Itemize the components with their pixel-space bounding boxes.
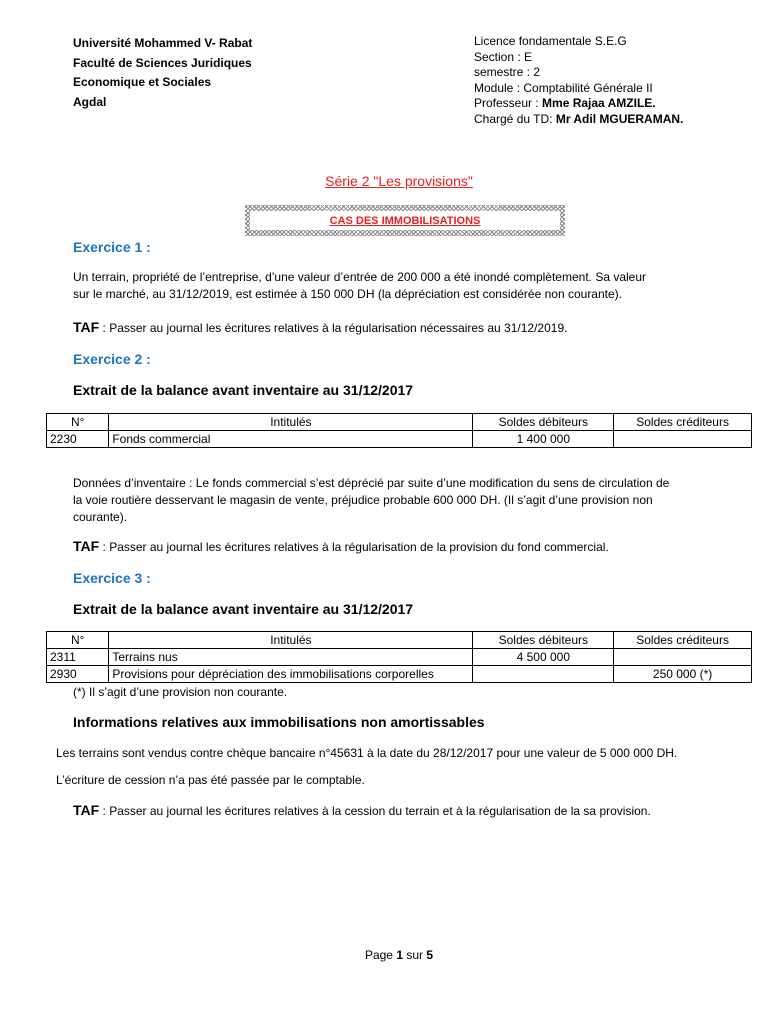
- campus-name: Agdal: [73, 94, 107, 109]
- exercise-1-line: Un terrain, propriété de l’entreprise, d’une valeur d’entrée de 200 000 a été inondé complètement. Sa valeur: [73, 270, 647, 284]
- td-instructor: [474, 112, 683, 128]
- info-line: Les terrains sont vendus contre chèque bancaire n°45631 à la date du 28/12/2017 pour une valeur de 5 000 000 DH.: [56, 746, 678, 760]
- td-label: Chargé du TD:: [474, 111, 556, 126]
- col-header: Soldes créditeurs: [614, 632, 752, 649]
- course-info-block: [474, 34, 683, 127]
- exercise-1-text: [73, 269, 646, 303]
- exercise-3-heading: Exercice 3 :: [73, 570, 151, 586]
- sur-word: sur: [403, 948, 427, 962]
- table-header-row: [47, 632, 752, 649]
- exercise-2-taf: [73, 538, 609, 554]
- taf-text: : Passer au journal les écritures relatives à la régularisation nécessaires au 31/12/2019.: [99, 321, 568, 335]
- module: Module : Comptabilité Générale II: [474, 80, 653, 95]
- debit-balance: 1 400 000: [473, 431, 614, 448]
- program: Licence fondamentale S.E.G: [474, 34, 627, 48]
- exercise-1-taf: [73, 319, 567, 335]
- total-pages: 5: [426, 948, 434, 962]
- info-heading: Informations relatives aux immobilisations non amortissables: [73, 714, 485, 730]
- faculty-name: Faculté de Sciences Juridiques: [73, 55, 252, 70]
- col-header: N°: [47, 414, 109, 431]
- col-header: Intitulés: [109, 414, 473, 431]
- exercise-2-heading: Exercice 2 :: [73, 351, 151, 367]
- account-label: Provisions pour dépréciation des immobilisations corporelles: [109, 666, 473, 683]
- institution-block: [73, 34, 252, 112]
- exercise-2-subheading: Extrait de la balance avant inventaire au 31/12/2017: [73, 382, 414, 398]
- table-row: [47, 666, 752, 683]
- exercise-2-line: Données d’inventaire : Le fonds commercial s’est déprécié par suite d’une modification du sens de circulation de: [73, 476, 670, 490]
- university-name: Université Mohammed V- Rabat: [73, 36, 253, 50]
- semester: semestre : 2: [474, 65, 541, 79]
- faculty-name-cont: Economique et Sociales: [73, 75, 212, 89]
- page-number: [0, 948, 768, 962]
- exercise-2-line: courante).: [73, 510, 128, 524]
- footnote: (*) Il s’agit d’une provision non courante.: [73, 685, 288, 699]
- account-number: 2930: [47, 666, 109, 683]
- debit-balance: 4 500 000: [473, 649, 614, 666]
- balance-table-2: [46, 413, 752, 448]
- professor: [474, 96, 683, 112]
- taf-label: TAF: [73, 319, 100, 335]
- credit-balance: [614, 649, 752, 666]
- col-header: N°: [47, 632, 109, 649]
- exercise-3-taf: [73, 802, 651, 818]
- exercise-1-line: sur le marché, au 31/12/2019, est estimée à 150 000 DH (la dépréciation est considérée non courante).: [73, 287, 622, 301]
- credit-balance: [614, 431, 752, 448]
- col-header: Soldes débiteurs: [473, 414, 614, 431]
- page-title: Série 2 "Les provisions": [325, 173, 473, 189]
- table-row: [47, 649, 752, 666]
- col-header: Soldes débiteurs: [473, 632, 614, 649]
- current-page: 1: [396, 948, 403, 962]
- exercise-2-line: la voie routière desservant le magasin de vente, préjudice probable 600 000 DH. (Il s’agit d’une provision non: [73, 493, 653, 507]
- taf-label: TAF: [73, 538, 100, 554]
- account-number: 2311: [47, 649, 109, 666]
- credit-balance: 250 000 (*): [614, 666, 752, 683]
- taf-text: : Passer au journal les écritures relatives à la régularisation de la provision du fond commercial.: [99, 540, 609, 554]
- case-title-frame: [245, 205, 565, 236]
- account-number: 2230: [47, 431, 109, 448]
- col-header: Soldes créditeurs: [614, 414, 752, 431]
- taf-text: : Passer au journal les écritures relatives à la cession du terrain et à la régularisation de la sa provision.: [99, 804, 651, 818]
- section: Section : E: [474, 49, 533, 64]
- table-header-row: [47, 414, 752, 431]
- info-line: L’écriture de cession n’a pas été passée par le comptable.: [56, 773, 365, 787]
- exercise-3-subheading: Extrait de la balance avant inventaire au 31/12/2017: [73, 601, 414, 617]
- taf-label: TAF: [73, 802, 100, 818]
- account-label: Terrains nus: [109, 649, 473, 666]
- page-word: Page: [364, 948, 397, 962]
- account-label: Fonds commercial: [109, 431, 473, 448]
- professor-name: Mme Rajaa AMZILE.: [542, 96, 656, 110]
- balance-table-3: [46, 631, 752, 683]
- exercise-1-heading: Exercice 1 :: [73, 239, 151, 255]
- td-name: Mr Adil MGUERAMAN.: [555, 111, 684, 126]
- debit-balance: [473, 666, 614, 683]
- professor-label: Professeur :: [474, 96, 543, 110]
- table-row: [47, 431, 752, 448]
- case-title: CAS DES IMMOBILISATIONS: [250, 211, 560, 230]
- col-header: Intitulés: [109, 632, 473, 649]
- exercise-2-text: [73, 475, 669, 526]
